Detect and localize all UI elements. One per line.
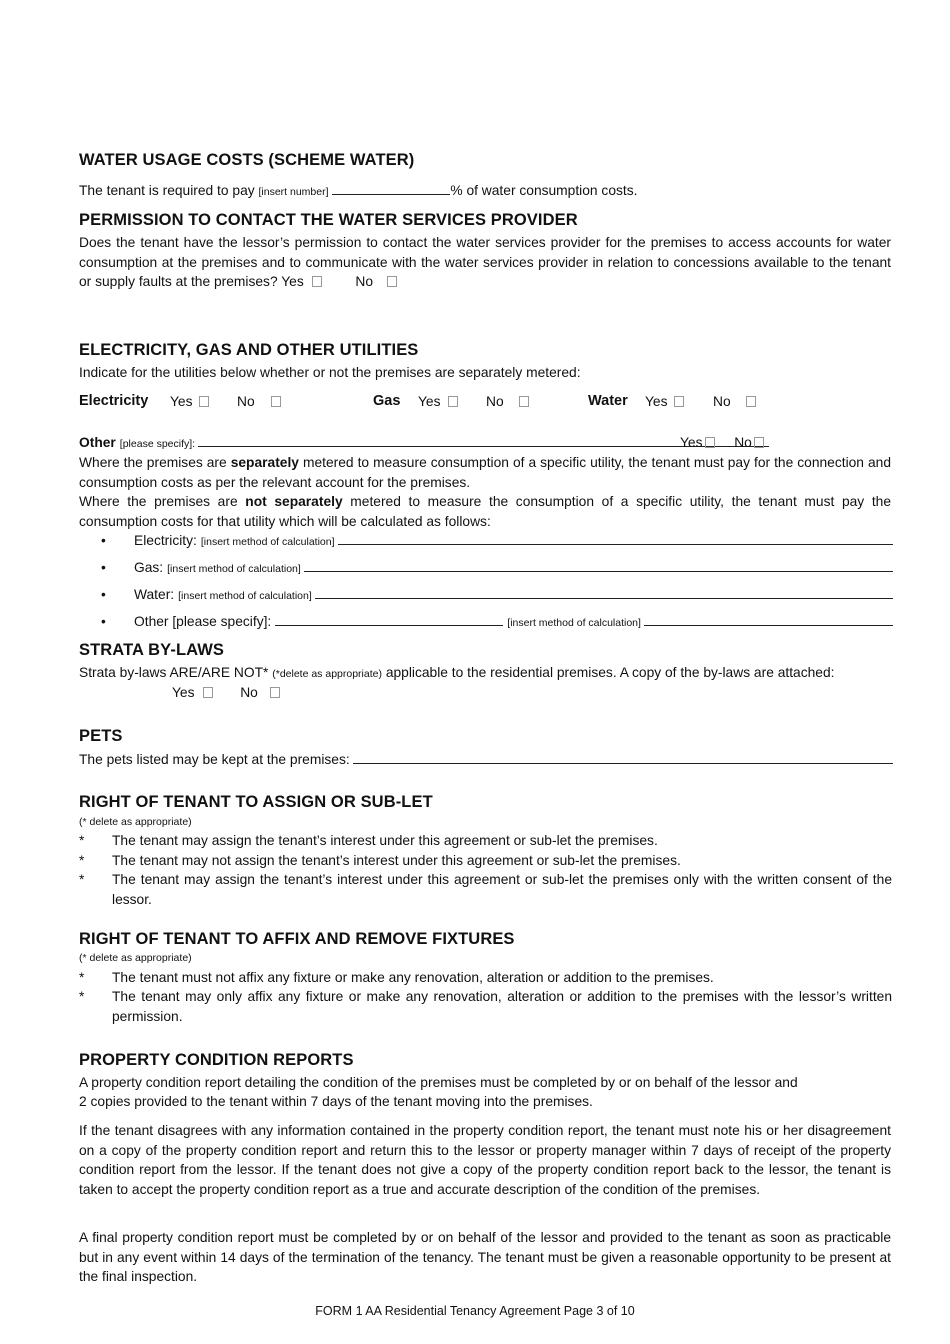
condition-para3: A final property condition report must be completed by or on behalf of the lessor and provided to the tenant as soon as practicable but in any event within 14 days of the termination of the tenancy. The tenant must be given a reasonable opportunity to be present at the final inspection. [79, 1230, 891, 1284]
electricity-no-label: No [237, 394, 255, 409]
asterisk: * [79, 853, 85, 868]
other-no-checkbox[interactable] [754, 437, 764, 448]
other-utility-hint: [please specify]: [119, 438, 196, 450]
fixtures-item-2-text: The tenant may only affix any fixture or make any renovation, alteration or addition to the premises with the lessor’s written permission. [112, 989, 892, 1024]
calc-electricity-field[interactable] [338, 532, 893, 545]
permission-text: Does the tenant have the lessor’s permission to contact the water services provider for the premises to access accounts for water consumption at the premises and to communicate with the water services provider in relation to concessions available to the tenant or supply faults at the premises? [79, 235, 891, 289]
other-no-label: No [734, 435, 752, 450]
water-usage-prefix: The tenant is required to pay [79, 183, 255, 198]
other-utility-options [680, 433, 764, 453]
pets-heading: PETS [79, 727, 123, 745]
assign-note: (* delete as appropriate) [79, 816, 192, 828]
page-footer: FORM 1 AA Residential Tenancy Agreement Page 3 of 10 [315, 1304, 635, 1318]
calc-gas-field[interactable] [304, 559, 893, 572]
gas-label: Gas [373, 393, 401, 409]
water-usage-suffix: % of water consumption costs. [450, 183, 638, 198]
water-no-label: No [713, 394, 731, 409]
assign-item-2-text: The tenant may not assign the tenant’s interest under this agreement or sub-let the premises. [112, 853, 681, 868]
strata-text-a: Strata by-laws ARE/ARE NOT* [79, 665, 269, 680]
assign-item-2 [79, 851, 893, 871]
condition-para2: If the tenant disagrees with any information contained in the property condition report, the tenant must note his or her disagreement on a copy of the property condition report and return this to the lessor or property manager within 7 days of receipt of the property condition report from the lessor. If the tenant does not give a copy of the property condition report back to the lessor, the tenant is taken to accept the property condition report as a true and accurate description of the condition of the premises. [79, 1123, 891, 1197]
other-utility-row [79, 433, 769, 455]
strata-text-b: applicable to the residential premises. A copy of the by-laws are attached: [385, 665, 835, 680]
permission-no-checkbox[interactable] [387, 276, 397, 287]
asterisk: * [79, 989, 85, 1004]
water-yes-label: Yes [645, 394, 668, 409]
calc-water-hint: [insert method of calculation] [178, 590, 312, 602]
electricity-yes-checkbox[interactable] [199, 396, 209, 407]
condition-para1-line2: 2 copies provided to the tenant within 7 days of the tenant moving into the premises. [79, 1094, 593, 1109]
bullet: • [101, 533, 106, 548]
calc-other-hint: [insert method of calculation] [507, 617, 641, 629]
strata-options [172, 683, 280, 703]
calc-gas-hint: [insert method of calculation] [167, 563, 301, 575]
para2-text-a: Where the premises are [79, 494, 238, 509]
calc-water-label: Water: [134, 587, 175, 602]
electricity-no-checkbox[interactable] [271, 396, 281, 407]
calc-item-gas [79, 558, 893, 578]
water-usage-heading: WATER USAGE COSTS (SCHEME WATER) [79, 151, 415, 169]
condition-heading: PROPERTY CONDITION REPORTS [79, 1051, 354, 1069]
fixtures-item-1 [79, 968, 893, 988]
calc-electricity-hint: [insert method of calculation] [200, 536, 335, 548]
electricity-yes-label: Yes [170, 394, 193, 409]
calc-item-electricity [79, 531, 893, 551]
utilities-heading: ELECTRICITY, GAS AND OTHER UTILITIES [79, 341, 419, 359]
pets-row [79, 750, 893, 770]
calc-water-field[interactable] [315, 586, 893, 599]
permission-heading: PERMISSION TO CONTACT THE WATER SERVICES PROVIDER [79, 211, 578, 229]
bullet: • [101, 560, 106, 575]
water-yes-checkbox[interactable] [674, 396, 684, 407]
water-usage-hint: [insert number] [258, 186, 329, 198]
utilities-intro: Indicate for the utilities below whether or not the premises are separately metered: [79, 365, 581, 380]
bullet: • [101, 614, 106, 629]
calc-item-water [79, 585, 893, 605]
gas-yes-label: Yes [418, 394, 441, 409]
fixtures-heading: RIGHT OF TENANT TO AFFIX AND REMOVE FIXTURES [79, 930, 515, 948]
not-separately-metered-paragraph [79, 492, 891, 531]
strata-no-checkbox[interactable] [270, 687, 280, 698]
strata-text-hint: (*delete as appropriate) [272, 668, 382, 680]
calc-electricity-label: Electricity: [134, 533, 197, 548]
asterisk: * [79, 833, 85, 848]
gas-no-label: No [486, 394, 504, 409]
calc-item-other [79, 612, 893, 632]
assign-item-3 [79, 870, 893, 910]
asterisk: * [79, 970, 85, 985]
strata-yes-checkbox[interactable] [203, 687, 213, 698]
para1-text-a: Where the premises are [79, 455, 227, 470]
asterisk: * [79, 872, 85, 887]
bullet: • [101, 587, 106, 602]
assign-item-3-text: The tenant may assign the tenant’s interest under this agreement or sub-let the premises only with the written consent of the lessor. [112, 872, 892, 907]
water-label: Water [588, 393, 628, 409]
strata-yes-label: Yes [172, 685, 195, 700]
strata-heading: STRATA BY-LAWS [79, 641, 225, 659]
separately-metered-paragraph [79, 453, 891, 492]
gas-no-checkbox[interactable] [519, 396, 529, 407]
permission-no-label: No [355, 274, 374, 289]
permission-text-block [79, 233, 891, 292]
calc-gas-label: Gas: [134, 560, 164, 575]
water-no-checkbox[interactable] [746, 396, 756, 407]
fixtures-item-2 [79, 987, 893, 1027]
assign-item-1 [79, 831, 893, 851]
pets-text: The pets listed may be kept at the premises: [79, 752, 350, 767]
calc-other-name-field[interactable] [275, 612, 503, 626]
permission-yes-label: Yes [281, 274, 304, 289]
strata-no-label: No [240, 685, 258, 700]
assign-heading: RIGHT OF TENANT TO ASSIGN OR SUB-LET [79, 793, 433, 811]
strata-text [79, 663, 834, 685]
assign-item-1-text: The tenant may assign the tenant’s interest under this agreement or sub-let the premises. [112, 833, 658, 848]
gas-yes-checkbox[interactable] [448, 396, 458, 407]
para1-text-c: metered to measure consumption of a specific utility, the tenant must pay for the connection and consumption costs as per the relevant account for the premises. [79, 455, 891, 490]
water-percent-field[interactable] [332, 181, 450, 195]
water-usage-line [79, 181, 637, 203]
calc-other-label: Other [please specify]: [134, 614, 272, 629]
other-utility-label: Other [79, 435, 116, 450]
permission-yes-checkbox[interactable] [312, 276, 322, 287]
calc-other-field[interactable] [644, 613, 893, 626]
other-yes-checkbox[interactable] [705, 437, 715, 448]
para2-bold: not separately [245, 494, 343, 509]
utilities-metering-row [79, 392, 893, 414]
fixtures-note: (* delete as appropriate) [79, 952, 192, 964]
para2-text-c: metered to measure the consumption of a specific utility, the tenant must pay the consumption costs for that utility which will be calculated as follows: [79, 494, 892, 529]
other-yes-label: Yes [680, 435, 703, 450]
condition-para1-line1: A property condition report detailing the condition of the premises must be completed by or on behalf of the lessor and [79, 1075, 798, 1090]
electricity-label: Electricity [79, 393, 149, 409]
fixtures-item-1-text: The tenant must not affix any fixture or make any renovation, alteration or addition to the premises. [112, 970, 714, 985]
pets-field[interactable] [353, 751, 893, 764]
para1-bold: separately [230, 455, 299, 470]
